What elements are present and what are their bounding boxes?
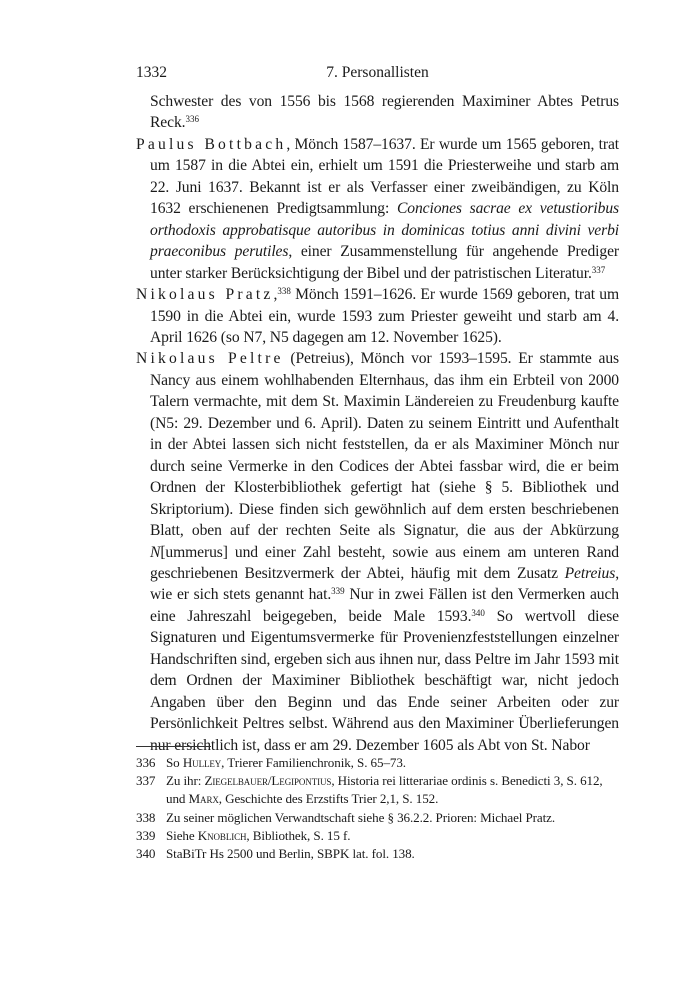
work-title: Conciones sacrae ex vetustioribus orthodoxis approbatisque autoribus in dominicas totius anni divini verbi praeconibus perutiles — [150, 200, 619, 261]
footnote-338 — [136, 809, 619, 827]
entry-name: Paulus Bottbach — [136, 135, 287, 153]
page-number: 1332 — [136, 64, 167, 81]
footnote-number: 339 — [136, 827, 156, 843]
footnote-text: StaBiTr Hs 2500 und Berlin, SBPK lat. fol. 138. — [166, 846, 415, 862]
footnote-text: Siehe — [166, 827, 198, 843]
footnote-text: Zu seiner möglichen Verwandtschaft siehe § 36.2.2. Prioren: Michael Pratz. — [166, 809, 556, 825]
italic-term: Petreius — [564, 564, 616, 582]
entry-paulus-bottbach — [136, 134, 619, 284]
page-header — [136, 64, 619, 86]
paragraph-text: , wie er sich stets genannt hat. — [150, 564, 619, 604]
paragraph-text: , — [273, 286, 278, 304]
footnote-337 — [136, 772, 619, 808]
entry-name: Nikolaus Pratz — [136, 286, 274, 304]
paragraph-text: (Petreius), Mönch vor 1593–1595. Er stammte aus Nancy aus einem wohlhabenden Elternhaus, das ihm ein Erbteil von 2000 Talern vermachte, mit dem St. Maximin Ländereien zu Freudenburg kaufte (N5: 29. Dezember und 6. April). Daten zu seinem Eintritt und Aufenthalt in der Abtei lassen sich nicht feststellen, da er als Maximiner Mönch nur durch seine Vermerke in den Codices der Abtei fassbar wird, die er beim Ordnen der Klosterbibliothek gefertigt hat (siehe § 5. Bibliothek und Skriptorium). Diese finden sich gewöhnlich auf dem ersten beschriebenen Blatt, oben auf der rechten Seite als Signatur, die aus der Abkürzung — [150, 350, 620, 540]
paragraph-text: [ummerus] und einer Zahl besteht, sowie aus einem am unteren Rand geschriebenen Besitzvermerk der Abtei, häufig mit dem Zusatz — [150, 543, 619, 582]
footnote-number: 337 — [136, 773, 156, 789]
footnote-ref-336[interactable]: 336 — [185, 114, 199, 125]
paragraph-text: Nur in zwei Fällen ist den Vermerken auch eine Jahreszahl beigegeben, beide Male 1593. — [150, 586, 619, 625]
footnote-number: 340 — [136, 846, 156, 862]
paragraph-text: Schwester des von 1556 bis 1568 regierenden Maximiner Abtes Petrus Reck. — [150, 93, 619, 132]
footnote-author: Marx — [188, 791, 219, 807]
footnote-author: Ziegelbauer/Legipontius — [204, 773, 332, 789]
main-text — [136, 91, 619, 756]
entry-name: Nikolaus Peltre — [136, 350, 284, 368]
footnote-author: Knoblich — [197, 827, 247, 843]
entry-nikolaus-peltre — [136, 348, 619, 756]
footnote-number: 336 — [136, 755, 156, 770]
footnote-ref-340[interactable]: 340 — [471, 607, 485, 618]
footnote-text: Zu ihr: — [166, 773, 205, 789]
footnote-author: Hulley — [182, 755, 222, 770]
italic-term: N — [150, 543, 161, 561]
footnote-339 — [136, 827, 619, 845]
paragraph-text: , einer Zusammenstellung für angehende Prediger unter starker Berücksichtigung der Bibel und der patristischen Literatur. — [150, 243, 620, 282]
footnote-text: So — [166, 755, 183, 770]
footnote-divider — [136, 746, 211, 747]
footnote-340 — [136, 845, 619, 863]
footnote-text: , Historia rei litterariae ordinis s. Benedicti 3, S. 612, und — [166, 773, 603, 807]
paragraph-text: , Mönch 1587–1637. Er wurde um 1565 geboren, trat um 1587 in die Abtei ein, erhielt um 1591 die Priesterweihe und starb am 22. Juni 1637. Bekannt ist er als Verfasser einer zweibändigen, zu Köln 1632 erschienenen Predigtsammlung: — [150, 135, 619, 218]
footnote-text: , Bibliothek, S. 15 f. — [246, 827, 351, 843]
footnote-ref-337[interactable]: 337 — [591, 264, 606, 275]
entry-nikolaus-pratz — [136, 284, 619, 348]
footnote-number: 338 — [136, 809, 156, 825]
paragraph-text: So wertvoll diese Signaturen und Eigentumsvermerke für Provenienzfeststellungen einzelner Handschriften sind, ergeben sich aus ihnen nur, dass Peltre im Jahr 1593 mit dem Ordnen der Maximiner Bibliothek beschäftigt war, nicht jedoch Angaben über den Beginn und das Ende seiner Arbeiten oder zur Persönlichkeit Peltres selbst. Während aus den Maximiner Überlieferungen nur ersichtlich ist, dass er am 29. Dezember 1605 als Abt von St. Nabor — [150, 607, 619, 754]
running-title: 7. Personallisten — [326, 64, 429, 81]
footnote-ref-338[interactable]: 338 — [277, 286, 291, 297]
footnote-336 — [136, 754, 619, 772]
entry-continuation — [136, 91, 619, 134]
footnote-text: , Trierer Familienchronik, S. 65–73. — [221, 755, 406, 770]
paragraph-text: Mönch 1591–1626. Er wurde 1569 geboren, trat um 1590 in die Abtei ein, wurde 1593 zum Priester geweiht und starb am 4. April 1626 (so N7, N5 dagegen am 12. November 1625). — [150, 286, 619, 346]
footnote-ref-339[interactable]: 339 — [331, 586, 345, 597]
footnotes — [136, 754, 619, 863]
footnote-text: , Geschichte des Erzstifts Trier 2,1, S. 152. — [218, 791, 439, 807]
